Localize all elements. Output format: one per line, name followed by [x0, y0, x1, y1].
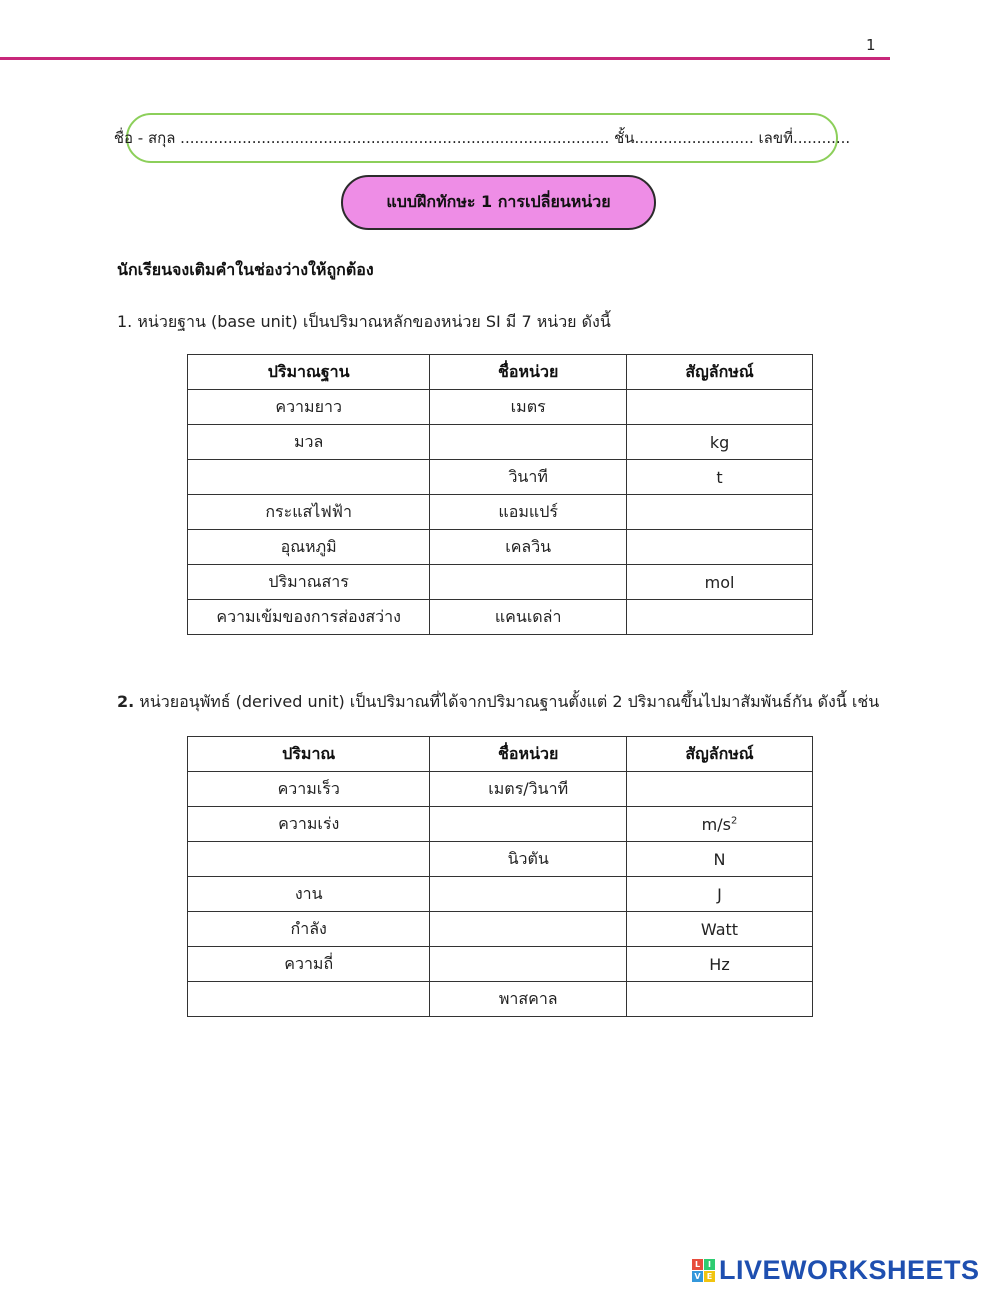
quantity-cell: ความยาว	[188, 390, 430, 425]
quantity-cell: ความเข้มของการส่องสว่าง	[188, 600, 430, 635]
liveworksheets-logo-icon	[692, 1259, 715, 1282]
table-row	[188, 530, 813, 565]
header-unit-name: ชื่อหน่วย	[430, 737, 627, 772]
quantity-cell: ปริมาณสาร	[188, 565, 430, 600]
unit-name-cell: วินาที	[430, 460, 627, 495]
logo-tile: L	[692, 1259, 703, 1270]
table-row	[188, 772, 813, 807]
unit-name-cell: นิวตัน	[430, 842, 627, 877]
instruction: นักเรียนจงเติมคำในช่องว่างให้ถูกต้อง	[117, 260, 374, 279]
question-2-text: หน่วยอนุพัทธ์ (derived unit) เป็นปริมาณที่ได้จากปริมาณฐานตั้งแต่ 2 ปริมาณขึ้นไปมาสัมพันธ์กัน ดังนี้ เช่น	[134, 692, 880, 711]
symbol-cell: kg	[627, 425, 813, 460]
symbol-cell: Hz	[627, 947, 813, 982]
quantity-cell: งาน	[188, 877, 430, 912]
derived-units-table	[187, 736, 813, 1017]
table-row	[188, 425, 813, 460]
logo-tile: V	[692, 1271, 703, 1282]
question-2-number: 2.	[117, 692, 135, 711]
symbol-text: m/s	[701, 814, 731, 834]
table-row	[188, 495, 813, 530]
table-row	[188, 982, 813, 1017]
symbol-answer-field[interactable]	[627, 772, 813, 807]
unit-name-cell: แอมแปร์	[430, 495, 627, 530]
brand-text: LIVEWORKSHEETS	[719, 1254, 980, 1285]
class-label: ชั้น	[614, 129, 635, 147]
quantity-cell: อุณหภูมิ	[188, 530, 430, 565]
unit-name-cell: แคนเดล่า	[430, 600, 627, 635]
name-box	[113, 113, 851, 163]
table-row	[188, 842, 813, 877]
unit-name-answer-field[interactable]	[430, 912, 627, 947]
table-row	[188, 390, 813, 425]
unit-name-answer-field[interactable]	[430, 807, 627, 842]
logo-tile: I	[704, 1259, 715, 1270]
quantity-answer-field[interactable]	[188, 982, 430, 1017]
unit-name-answer-field[interactable]	[430, 565, 627, 600]
base-units-table	[187, 354, 813, 635]
symbol-exponent: 2	[730, 815, 738, 827]
quantity-cell: กำลัง	[188, 912, 430, 947]
table-row	[188, 460, 813, 495]
quantity-cell: ความเร็ว	[188, 772, 430, 807]
unit-name-cell: เคลวิน	[430, 530, 627, 565]
table-row	[188, 947, 813, 982]
quantity-cell: ความถี่	[188, 947, 430, 982]
unit-name-cell: เมตร	[430, 390, 627, 425]
question-2	[117, 690, 879, 715]
question-1: 1. หน่วยฐาน (base unit) เป็นปริมาณหลักของหน่วย SI มี 7 หน่วย ดังนี้	[117, 312, 611, 331]
table-row	[188, 565, 813, 600]
header-quantity: ปริมาณ	[188, 737, 430, 772]
table-row	[188, 807, 813, 842]
header-symbol: สัญลักษณ์	[627, 355, 813, 390]
quantity-cell: มวล	[188, 425, 430, 460]
worksheet-title: แบบฝึกทักษะ 1 การเปลี่ยนหน่วย	[341, 175, 656, 230]
quantity-answer-field[interactable]	[188, 460, 430, 495]
header-unit-name: ชื่อหน่วย	[430, 355, 627, 390]
symbol-answer-field[interactable]	[627, 530, 813, 565]
symbol-cell: J	[627, 877, 813, 912]
table-row	[188, 600, 813, 635]
number-input[interactable]: ............	[792, 129, 851, 147]
unit-name-answer-field[interactable]	[430, 425, 627, 460]
header-symbol: สัญลักษณ์	[627, 737, 813, 772]
number-label: เลขที่	[758, 129, 793, 147]
unit-name-cell: พาสคาล	[430, 982, 627, 1017]
symbol-cell: t	[627, 460, 813, 495]
quantity-cell: ความเร่ง	[188, 807, 430, 842]
table-row	[188, 912, 813, 947]
class-input[interactable]: .........................	[634, 129, 754, 147]
symbol-cell	[627, 807, 813, 842]
table-header-row	[188, 355, 813, 390]
symbol-answer-field[interactable]	[627, 495, 813, 530]
quantity-answer-field[interactable]	[188, 842, 430, 877]
symbol-answer-field[interactable]	[627, 600, 813, 635]
name-input[interactable]: ..........................................................................................	[180, 129, 610, 147]
header-quantity: ปริมาณฐาน	[188, 355, 430, 390]
unit-name-answer-field[interactable]	[430, 877, 627, 912]
unit-name-cell: เมตร/วินาที	[430, 772, 627, 807]
symbol-answer-field[interactable]	[627, 390, 813, 425]
symbol-cell: Watt	[627, 912, 813, 947]
unit-name-answer-field[interactable]	[430, 947, 627, 982]
symbol-answer-field[interactable]	[627, 982, 813, 1017]
header-rule	[0, 57, 890, 60]
liveworksheets-brand	[692, 1254, 980, 1286]
quantity-cell: กระแสไฟฟ้า	[188, 495, 430, 530]
symbol-cell: N	[627, 842, 813, 877]
logo-tile: E	[704, 1271, 715, 1282]
table-row	[188, 877, 813, 912]
symbol-cell: mol	[627, 565, 813, 600]
table-header-row	[188, 737, 813, 772]
page-number: 1	[866, 36, 876, 54]
name-label: ชื่อ - สกุล	[113, 129, 176, 147]
